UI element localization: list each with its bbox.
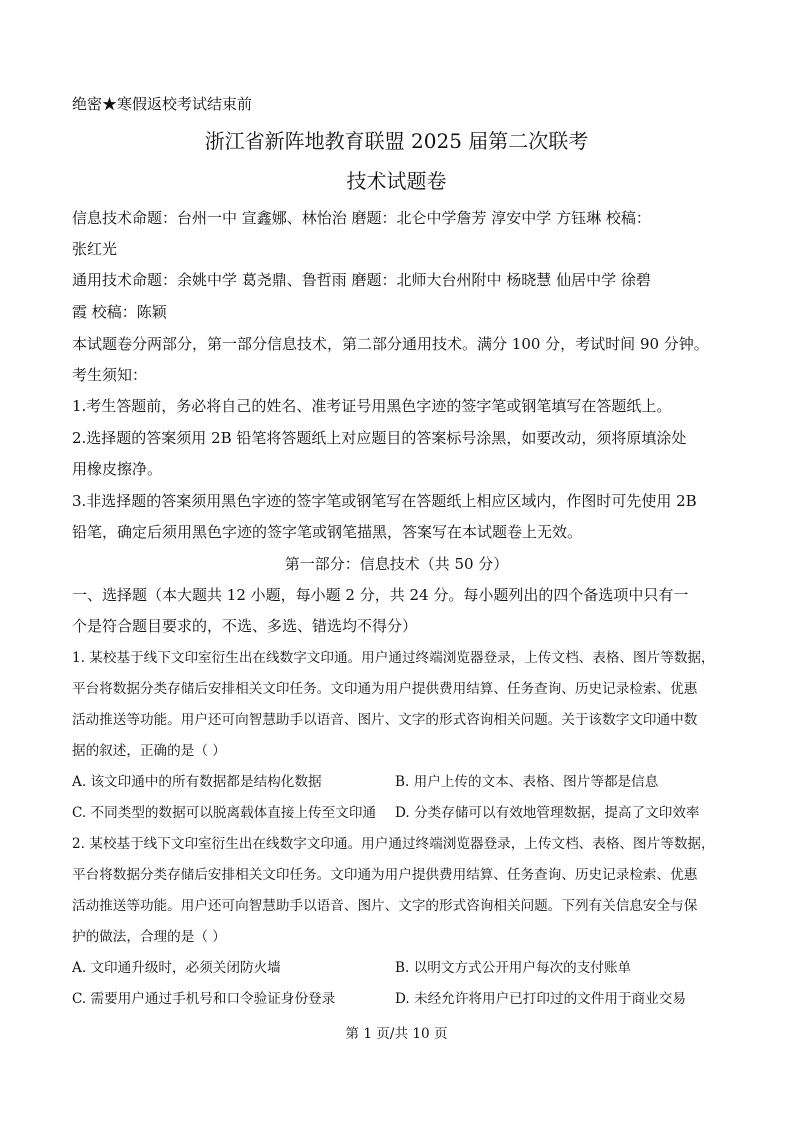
- notice-heading: 考生须知：: [72, 366, 148, 384]
- q2-line-3: 活动推送等功能。用户还可向智慧助手以语音、图片、文字的形式咨询相关问题。下列有关信息安全与保: [72, 898, 698, 914]
- q2-option-d: D. 未经允许将用户已打印过的文件用于商业交易: [395, 991, 686, 1007]
- page-number: 第 1 页/共 10 页: [345, 1026, 448, 1042]
- q2-option-b: B. 以明文方式公开用户每次的支付账单: [395, 960, 632, 976]
- q1-line-3: 活动推送等功能。用户还可向智慧助手以语音、图片、文字的形式咨询相关问题。关于该数字文印通中数: [72, 712, 698, 728]
- notice-item-3a: 3.非选择题的答案须用黑色字迹的签字笔或钢笔写在答题纸上相应区域内，作图时可先使用 2B: [72, 492, 697, 510]
- q2-option-c: C. 需要用户通过手机号和口令验证身份登录: [72, 991, 336, 1007]
- q2-line-1: 2. 某校基于线下文印室衍生出在线数字文印通。用户通过终端浏览器登录，上传文档、表格、图片等数据，: [72, 836, 715, 852]
- it-credits-line2: 张红光: [72, 240, 118, 258]
- q1-line-2: 平台将数据分类存储后安排相关文印任务。文印通为用户提供费用结算、任务查询、历史记录检索、优惠: [72, 681, 698, 697]
- section-title: 第一部分：信息技术（共 50 分）: [284, 555, 509, 573]
- q1-option-a: A. 该文印通中的所有数据都是结构化数据: [72, 774, 322, 790]
- q1-option-c: C. 不同类型的数据可以脱离载体直接上传至文印通: [72, 805, 377, 821]
- q1-line-4: 据的叙述，正确的是（ ）: [72, 743, 226, 759]
- intro-text: 本试题卷分两部分，第一部分信息技术，第二部分通用技术。满分 100 分，考试时间 90 分钟。: [72, 335, 709, 353]
- exam-title: 浙江省新阵地教育联盟 2025 届第二次联考: [204, 129, 589, 153]
- q2-line-2: 平台将数据分类存储后安排相关文印任务。文印通为用户提供费用结算、任务查询、历史记录检索、优惠: [72, 867, 698, 883]
- q2-option-a: A. 文印通升级时，必须关闭防火墙: [72, 960, 281, 976]
- q1-line-1: 1. 某校基于线下文印室衍生出在线数字文印通。用户通过终端浏览器登录，上传文档、表格、图片等数据，: [72, 650, 715, 666]
- q2-line-4: 护的做法，合理的是（ ）: [72, 929, 226, 945]
- secret-label: 绝密★寒假返校考试结束前: [72, 95, 253, 113]
- it-credits-line1: 信息技术命题：台州一中 宣鑫娜、林怡治 磨题：北仑中学詹芳 淳安中学 方钰琳 校稿：: [72, 209, 651, 227]
- section-desc-1: 一、选择题（本大题共 12 小题，每小题 2 分，共 24 分。每小题列出的四个备选项中只有一: [72, 586, 689, 604]
- section-desc-2: 个是符合题目要求的，不选、多选、错选均不得分）: [72, 617, 418, 635]
- notice-item-2a: 2.选择题的答案须用 2B 铅笔将答题纸上对应题目的答案标号涂黑，如要改动，须将原填涂处: [72, 429, 687, 447]
- exam-subtitle: 技术试题卷: [346, 169, 447, 193]
- q1-option-b: B. 用户上传的文本、表格、图片等都是信息: [395, 774, 659, 790]
- notice-item-1: 1.考生答题前，务必将自己的姓名、准考证号用黑色字迹的签字笔或钢笔填写在答题纸上。: [72, 397, 672, 415]
- gt-credits-line1: 通用技术命题：余姚中学 葛尧鼎、鲁哲雨 磨题：北师大台州附中 杨晓慧 仙居中学 徐碧: [72, 271, 651, 289]
- notice-item-2b: 用橡皮擦净。: [72, 460, 163, 478]
- notice-item-3b: 铅笔，确定后须用黑色字迹的签字笔或钢笔描黑，答案写在本试题卷上无效。: [72, 523, 583, 541]
- gt-credits-line2: 霞 校稿：陈颖: [72, 303, 167, 321]
- q1-option-d: D. 分类存储可以有效地管理数据，提高了文印效率: [395, 805, 700, 821]
